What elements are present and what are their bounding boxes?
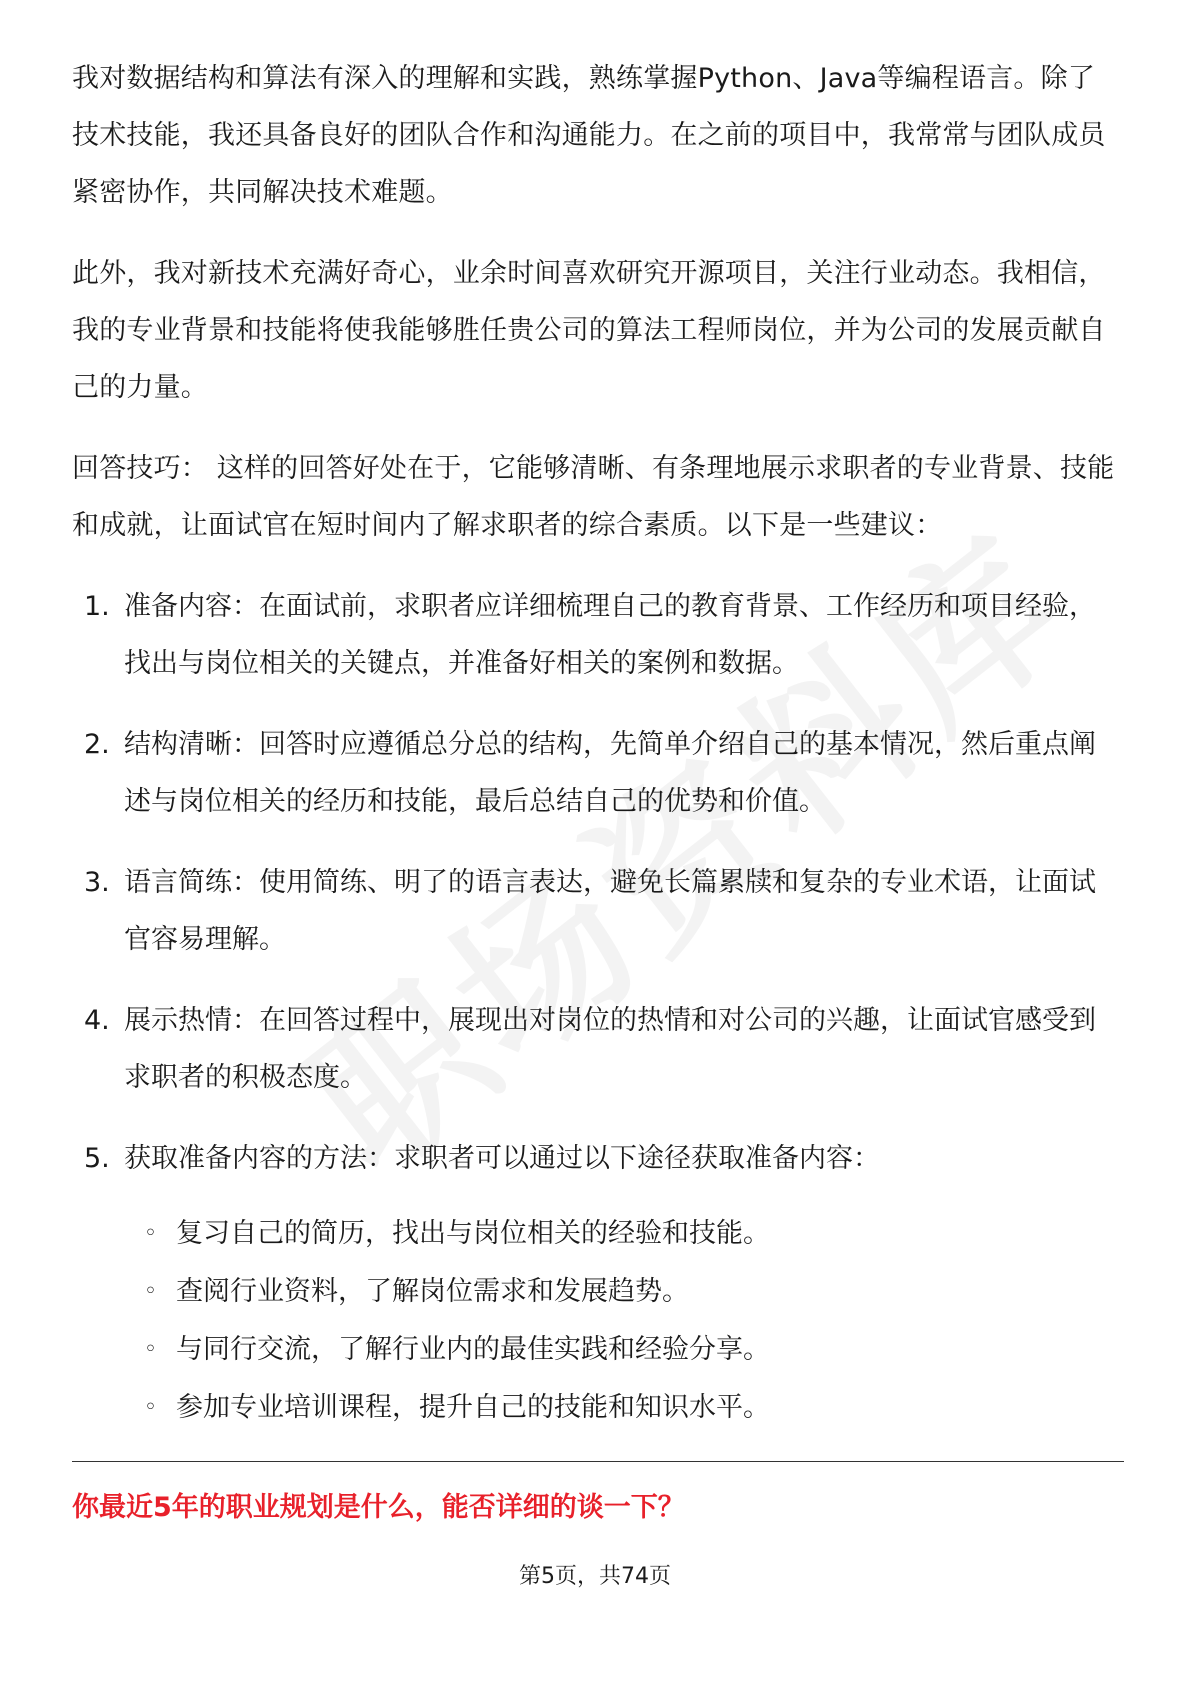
list-item	[72, 854, 1122, 968]
list-item	[72, 578, 1122, 692]
sub-list	[72, 1205, 1122, 1437]
list-item	[72, 716, 1122, 830]
sub-list-item-text: 与同行交流，了解行业内的最佳实践和经验分享。	[176, 1334, 770, 1365]
sub-list-item-text: 查阅行业资料，了解岗位需求和发展趋势。	[176, 1276, 689, 1307]
list-number: 2.	[84, 729, 110, 760]
list-item-text: 展示热情：在回答过程中，展现出对岗位的热情和对公司的兴趣，让面试官感受到求职者的积极态度。	[124, 1005, 1096, 1093]
list-number: 3.	[84, 867, 110, 898]
paragraph-answer-tips: 回答技巧： 这样的回答好处在于，它能够清晰、有条理地展示求职者的专业背景、技能和成就，让面试官在短时间内了解求职者的综合素质。以下是一些建议：	[72, 453, 1115, 541]
list-item-text: 语言简练：使用简练、明了的语言表达，避免长篇累牍和复杂的专业术语，让面试官容易理解。	[124, 867, 1096, 955]
sub-list-item	[72, 1263, 1122, 1321]
list-item-text: 准备内容：在面试前，求职者应详细梳理自己的教育背景、工作经历和项目经验，找出与岗位相关的关键点，并准备好相关的案例和数据。	[124, 591, 1096, 679]
section-divider	[72, 1461, 1124, 1462]
hollow-bullet-icon: ◦	[144, 1279, 157, 1304]
list-number: 5.	[84, 1143, 110, 1174]
paragraph-skills: 我对数据结构和算法有深入的理解和实践，熟练掌握Python、Java等编程语言。除了技术技能，我还具备良好的团队合作和沟通能力。在之前的项目中，我常常与团队成员紧密协作，共同解决技术难题。	[72, 63, 1106, 208]
next-question-heading: 你最近5年的职业规划是什么，能否详细的谈一下？	[72, 1492, 685, 1523]
list-item	[72, 992, 1122, 1106]
sub-list-item	[72, 1205, 1122, 1263]
list-item-text: 结构清晰：回答时应遵循总分总的结构，先简单介绍自己的基本情况，然后重点阐述与岗位相关的经历和技能，最后总结自己的优势和价值。	[124, 729, 1096, 817]
paragraph-interests: 此外，我对新技术充满好奇心，业余时间喜欢研究开源项目，关注行业动态。我相信，我的专业背景和技能将使我能够胜任贵公司的算法工程师岗位，并为公司的发展贡献自己的力量。	[72, 258, 1106, 403]
sub-list-item	[72, 1379, 1122, 1437]
list-item-text: 获取准备内容的方法：求职者可以通过以下途径获取准备内容：	[124, 1143, 880, 1174]
sub-list-item-text: 参加专业培训课程，提升自己的技能和知识水平。	[176, 1392, 770, 1423]
hollow-bullet-icon: ◦	[144, 1395, 157, 1420]
hollow-bullet-icon: ◦	[144, 1221, 157, 1246]
list-number: 4.	[84, 1005, 110, 1036]
hollow-bullet-icon: ◦	[144, 1337, 157, 1362]
sub-list-item	[72, 1321, 1122, 1379]
page-number: 第5页，共74页	[519, 1564, 671, 1589]
tips-list	[72, 578, 1122, 1187]
sub-list-item-text: 复习自己的简历，找出与岗位相关的经验和技能。	[176, 1218, 770, 1249]
list-number: 1.	[84, 591, 110, 622]
document-body	[72, 50, 1122, 1443]
list-item	[72, 1130, 1122, 1187]
